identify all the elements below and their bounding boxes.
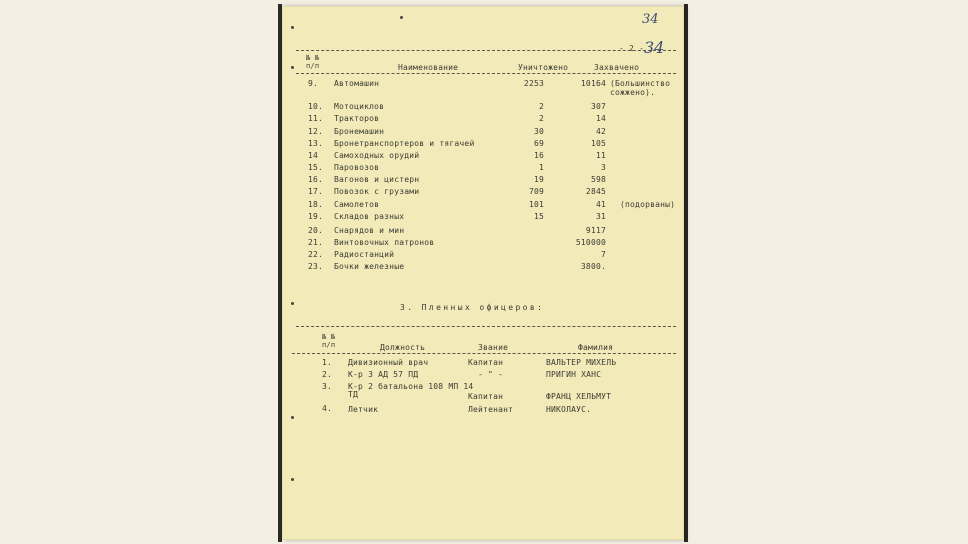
row-number: 1. [322, 358, 333, 367]
punch-hole [400, 16, 403, 19]
row-rank: - " - [478, 370, 504, 379]
row-captured: 41 [595, 200, 606, 209]
punch-hole [291, 302, 294, 305]
row-position: Летчик [348, 405, 379, 414]
row-captured: 105 [590, 139, 606, 148]
row-captured: 2845 [585, 187, 606, 196]
row-captured: 598 [590, 175, 606, 184]
row-rank: Капитан [468, 358, 504, 367]
row-captured: 10164 [580, 79, 606, 88]
row-number: 4. [322, 404, 333, 413]
row-number: 21. [308, 238, 324, 247]
row-number: 12. [308, 127, 324, 136]
row-number: 13. [308, 139, 324, 148]
row-number: 23. [308, 262, 324, 271]
col-rank-header: Звание [478, 343, 509, 352]
row-name: Мотоциклов [334, 102, 385, 111]
row-officer-name: ПРИГИН ХАНС [546, 370, 602, 379]
col-name-header: Наименование [398, 63, 459, 72]
row-position: Дивизионный врач [348, 358, 429, 367]
row-destroyed: 1 [538, 163, 544, 172]
row-destroyed: 2253 [523, 79, 544, 88]
row-captured: 3 [600, 163, 606, 172]
row-name: Бочки железные [334, 262, 405, 271]
row-captured: 7 [600, 250, 606, 259]
col-number-sub-header: п/п [322, 341, 336, 349]
row-officer-name: ВАЛЬТЕР МИХЕЛЬ [546, 358, 617, 367]
row-number: 15. [308, 163, 324, 172]
row-position: К-р 2 батальона 108 МП 14 [348, 382, 474, 391]
row-name: Самолетов [334, 200, 380, 209]
row-name: Радиостанций [334, 250, 395, 259]
col-captured-header: Захвачено [594, 63, 640, 72]
row-position-continued: ТД [348, 390, 359, 399]
row-number: 16. [308, 175, 324, 184]
row-captured: 14 [595, 114, 606, 123]
row-destroyed: 2 [538, 102, 544, 111]
row-destroyed: 19 [533, 175, 544, 184]
row-officer-name: НИКОЛАУС. [546, 405, 592, 414]
row-note: (Большинство сожжено). [610, 79, 671, 97]
row-number: 17. [308, 187, 324, 196]
header-rule [296, 50, 676, 51]
punch-hole [291, 66, 294, 69]
punch-hole [291, 26, 294, 29]
section-title: 3. Пленных офицеров: [400, 303, 545, 312]
row-captured: 9117 [585, 226, 606, 235]
col-number-sub-header: п/п [306, 62, 320, 70]
header-rule [292, 353, 676, 354]
row-number: 9. [308, 79, 319, 88]
row-officer-name: ФРАНЦ ХЕЛЬМУТ [546, 392, 612, 401]
row-name: Вагонов и цистерн [334, 175, 420, 184]
row-number: 19. [308, 212, 324, 221]
row-number: 14 [308, 151, 319, 160]
page-marker: - 2 - [619, 44, 645, 53]
handwritten-page-number: 34 [642, 12, 659, 27]
row-captured: 3800. [580, 262, 606, 271]
handwritten-page-number-2: 34 [644, 38, 665, 57]
col-number-header: № № [322, 333, 336, 341]
row-number: 11. [308, 114, 324, 123]
row-name: Бронемашин [334, 127, 385, 136]
col-number-header: № № [306, 54, 320, 62]
row-destroyed: 69 [533, 139, 544, 148]
row-name: Тракторов [334, 114, 380, 123]
document-page [282, 6, 684, 540]
row-name: Бронетранспортеров и тягачей [334, 139, 475, 148]
row-destroyed: 709 [528, 187, 544, 196]
row-captured: 510000 [575, 238, 606, 247]
row-number: 3. [322, 382, 333, 391]
row-number: 2. [322, 370, 333, 379]
row-rank: Лейтенант [468, 405, 514, 414]
col-name-header: Фамилия [578, 343, 614, 352]
row-captured: 307 [590, 102, 606, 111]
row-captured: 11 [595, 151, 606, 160]
scan-border-right [684, 4, 688, 542]
row-position: К-р 3 АД 57 ПД [348, 370, 419, 379]
row-destroyed: 16 [533, 151, 544, 160]
row-destroyed: 30 [533, 127, 544, 136]
row-number: 20. [308, 226, 324, 235]
row-destroyed: 2 [538, 114, 544, 123]
row-name: Автомашин [334, 79, 380, 88]
punch-hole [291, 478, 294, 481]
punch-hole [291, 416, 294, 419]
header-rule [296, 73, 676, 74]
row-captured: 31 [595, 212, 606, 221]
row-number: 22. [308, 250, 324, 259]
header-rule [296, 326, 676, 327]
row-rank: Капитан [468, 392, 504, 401]
col-position-header: Должность [380, 343, 426, 352]
row-name: Самоходных орудий [334, 151, 420, 160]
row-name: Складов разных [334, 212, 405, 221]
row-captured: 42 [595, 127, 606, 136]
row-destroyed: 101 [528, 200, 544, 209]
row-destroyed: 15 [533, 212, 544, 221]
row-note: (подорваны) [620, 200, 676, 209]
row-name: Винтовочных патронов [334, 238, 435, 247]
row-name: Снарядов и мин [334, 226, 405, 235]
col-destroyed-header: Уничтожено [518, 63, 569, 72]
row-number: 10. [308, 102, 324, 111]
row-name: Паровозов [334, 163, 380, 172]
row-number: 18. [308, 200, 324, 209]
row-name: Повозок с грузами [334, 187, 420, 196]
